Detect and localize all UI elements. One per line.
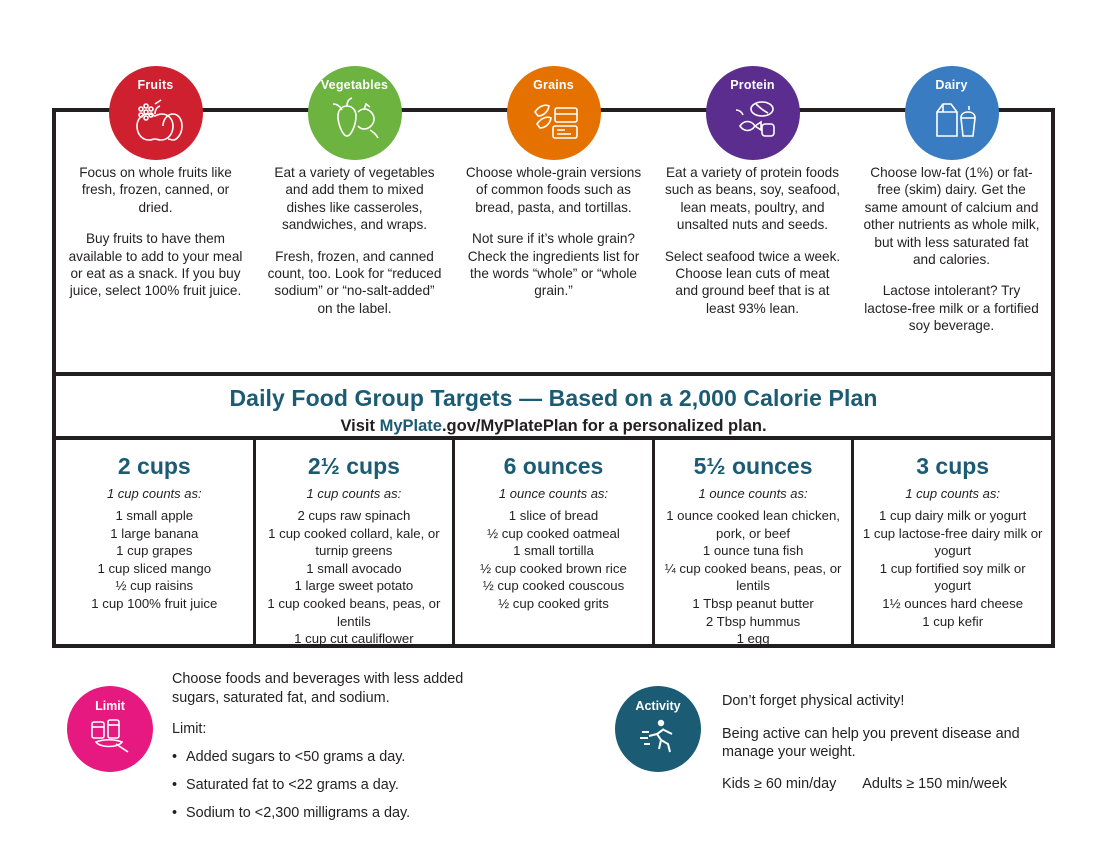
list-item: 1 small avocado	[306, 560, 402, 576]
badge-label-activity: Activity	[635, 699, 681, 713]
target-items-protein	[663, 507, 844, 647]
daily-targets-row	[56, 440, 1051, 648]
list-item: 1 large banana	[110, 525, 199, 541]
badge-label-dairy: Dairy	[935, 78, 968, 92]
badge-label-grains: Grains	[533, 78, 574, 92]
list-item: 1 egg	[736, 631, 770, 647]
target-items-vegetables	[264, 507, 445, 647]
list-item: 2 Tbsp hummus	[705, 613, 801, 629]
list-item: 1 small apple	[115, 508, 194, 524]
target-amount-fruits: 2 cups	[117, 453, 191, 479]
list-item: ½ cup raisins	[115, 578, 194, 594]
grains-paragraph-2: Not sure if it’s whole grain? Check the ingredients list for the words “whole” or “whole grain.”	[467, 231, 640, 299]
food-group-column-protein	[653, 78, 852, 372]
list-item: 1 cup cooked collard, kale, or turnip greens	[268, 525, 440, 559]
target-items-fruits	[64, 507, 245, 612]
activity-line-2: Being active can help you prevent disease and manage your weight.	[722, 725, 1020, 761]
list-item: ¼ cup cooked beans, peas, or lentils	[664, 560, 842, 594]
banner-visit-prefix: Visit	[340, 417, 380, 435]
dairy-icon	[925, 96, 979, 142]
dairy-description	[852, 78, 1051, 372]
badge-fruits[interactable]	[109, 66, 203, 160]
salt-sugar-icon	[86, 716, 134, 756]
myplate-url-rest[interactable]: .gov/MyPlatePlan	[441, 417, 578, 435]
vegetables-description	[255, 78, 454, 372]
footer-section	[0, 662, 1107, 842]
food-group-column-fruits	[56, 78, 255, 372]
list-item: ½ cup cooked couscous	[482, 578, 625, 594]
vegetables-paragraph-1: Eat a variety of vegetables and add them to mixed dishes like casseroles, sandwiches, and wraps.	[274, 165, 435, 233]
myplate-brand: MyPlate	[379, 417, 442, 435]
protein-icon	[726, 96, 780, 142]
list-item: 1 cup lactose-free dairy milk or yogurt	[862, 525, 1043, 559]
list-item: 1 cup 100% fruit juice	[91, 596, 218, 612]
list-item: 1 small tortilla	[513, 543, 594, 559]
list-item: 1 cup cut cauliflower	[294, 631, 414, 647]
limit-text-block	[172, 670, 502, 833]
badge-label-protein: Protein	[730, 78, 775, 92]
target-column-protein	[655, 440, 855, 648]
list-item: ½ cup cooked oatmeal	[487, 525, 620, 541]
activity-text-block	[722, 692, 1062, 792]
activity-recommendations	[722, 776, 1062, 792]
protein-paragraph-2: Select seafood twice a week. Choose lean cuts of meat and ground beef that is at least 93% lean.	[664, 248, 841, 316]
target-amount-protein: 5½ ounces	[693, 453, 813, 479]
fruits-paragraph-1: Focus on whole fruits like fresh, frozen, canned, or dried.	[79, 165, 232, 215]
badge-limit[interactable]	[67, 686, 153, 772]
banner-subtitle	[56, 417, 1051, 436]
target-items-grains	[463, 507, 644, 612]
list-item: 1 cup fortified soy milk or yogurt	[879, 560, 1026, 594]
target-column-fruits	[56, 440, 256, 648]
limit-bullets	[172, 749, 502, 821]
protein-paragraph-1: Eat a variety of protein foods such as beans, soy, seafood, lean meats, poultry, and unsalted nuts and seeds.	[664, 165, 841, 233]
vegetables-icon	[328, 96, 382, 142]
fruits-paragraph-2: Buy fruits to have them available to add to your meal or eat as a snack. If you buy juice, select 100% fruit juice.	[68, 231, 243, 299]
banner-visit-suffix: for a personalized plan.	[577, 417, 767, 435]
list-item: 1 large sweet potato	[294, 578, 414, 594]
badge-label-vegetables: Vegetables	[320, 78, 389, 92]
limit-lead: Choose foods and beverages with less added sugars, saturated fat, and sodium.	[172, 671, 464, 706]
badge-dairy[interactable]	[905, 66, 999, 160]
running-person-icon	[634, 716, 682, 756]
activity-kids: Kids ≥ 60 min/day	[722, 776, 837, 793]
grains-paragraph-1: Choose whole-grain versions of common foods such as bread, pasta, and tortillas.	[465, 165, 642, 215]
list-item: 1 cup dairy milk or yogurt	[879, 508, 1027, 524]
list-item: 1 cup cooked beans, peas, or lentils	[267, 596, 441, 629]
fruits-description	[56, 78, 255, 372]
dairy-paragraph-2: Lactose intolerant? Try lactose-free milk or a fortified soy beverage.	[864, 283, 1039, 334]
activity-line-1: Don’t forget physical activity!	[722, 693, 905, 709]
list-item: 1 slice of bread	[508, 508, 599, 524]
target-countsas-vegetables: 1 cup counts as:	[306, 486, 402, 502]
target-countsas-protein: 1 ounce counts as:	[698, 486, 808, 502]
target-countsas-grains: 1 ounce counts as:	[498, 486, 609, 502]
badge-protein[interactable]	[706, 66, 800, 160]
list-item: 1 ounce cooked lean chicken, pork, or beef	[666, 508, 840, 541]
target-column-dairy	[854, 440, 1051, 648]
target-column-vegetables	[256, 440, 456, 648]
list-item: ½ cup cooked grits	[498, 596, 609, 612]
dairy-paragraph-1: Choose low-fat (1%) or fat-free (skim) dairy. Get the same amount of calcium and other nutrients as whole milk, but with less saturated fat and calories.	[863, 165, 1040, 267]
grains-icon	[527, 96, 581, 142]
food-group-column-grains	[454, 78, 653, 372]
list-item: 1 ounce tuna fish	[702, 543, 804, 559]
target-countsas-dairy: 1 cup counts as:	[905, 486, 1000, 502]
badge-label-limit: Limit	[95, 699, 125, 713]
target-amount-dairy: 3 cups	[916, 453, 990, 479]
list-item: 1½ ounces hard cheese	[882, 596, 1024, 612]
list-item: • Added sugars to <50 grams a day.	[172, 749, 502, 765]
vegetables-paragraph-2: Fresh, frozen, and canned count, too. Look for “reduced sodium” or “no-salt-added” on the label.	[267, 248, 442, 316]
activity-adults: Adults ≥ 150 min/week	[862, 776, 1007, 793]
badge-vegetables[interactable]	[308, 66, 402, 160]
daily-targets-banner	[56, 372, 1051, 440]
limit-word: Limit:	[172, 721, 207, 738]
list-item: 1 cup sliced mango	[97, 560, 212, 576]
list-item: 2 cups raw spinach	[297, 508, 411, 524]
list-item: 1 cup kefir	[922, 613, 984, 629]
badge-activity[interactable]	[615, 686, 701, 772]
target-amount-grains: 6 ounces	[503, 453, 604, 479]
list-item: 1 Tbsp peanut butter	[692, 596, 814, 612]
food-group-columns	[56, 78, 1051, 372]
grains-description	[454, 78, 653, 372]
protein-description	[653, 78, 852, 372]
list-item: ½ cup cooked brown rice	[480, 560, 627, 576]
food-group-column-dairy	[852, 78, 1051, 372]
target-column-grains	[455, 440, 655, 648]
banner-title: Daily Food Group Targets — Based on a 2,000 Calorie Plan	[229, 385, 878, 411]
list-item: • Sodium to <2,300 milligrams a day.	[172, 805, 502, 821]
badge-label-fruits: Fruits	[137, 78, 174, 92]
food-group-chart	[52, 78, 1055, 648]
target-items-dairy	[862, 507, 1043, 630]
list-item: 1 cup grapes	[116, 543, 193, 559]
target-amount-vegetables: 2½ cups	[307, 453, 400, 479]
target-countsas-fruits: 1 cup counts as:	[106, 486, 202, 502]
fruits-icon	[129, 96, 183, 142]
food-group-column-vegetables	[255, 78, 454, 372]
badge-grains[interactable]	[507, 66, 601, 160]
list-item: • Saturated fat to <22 grams a day.	[172, 777, 502, 793]
